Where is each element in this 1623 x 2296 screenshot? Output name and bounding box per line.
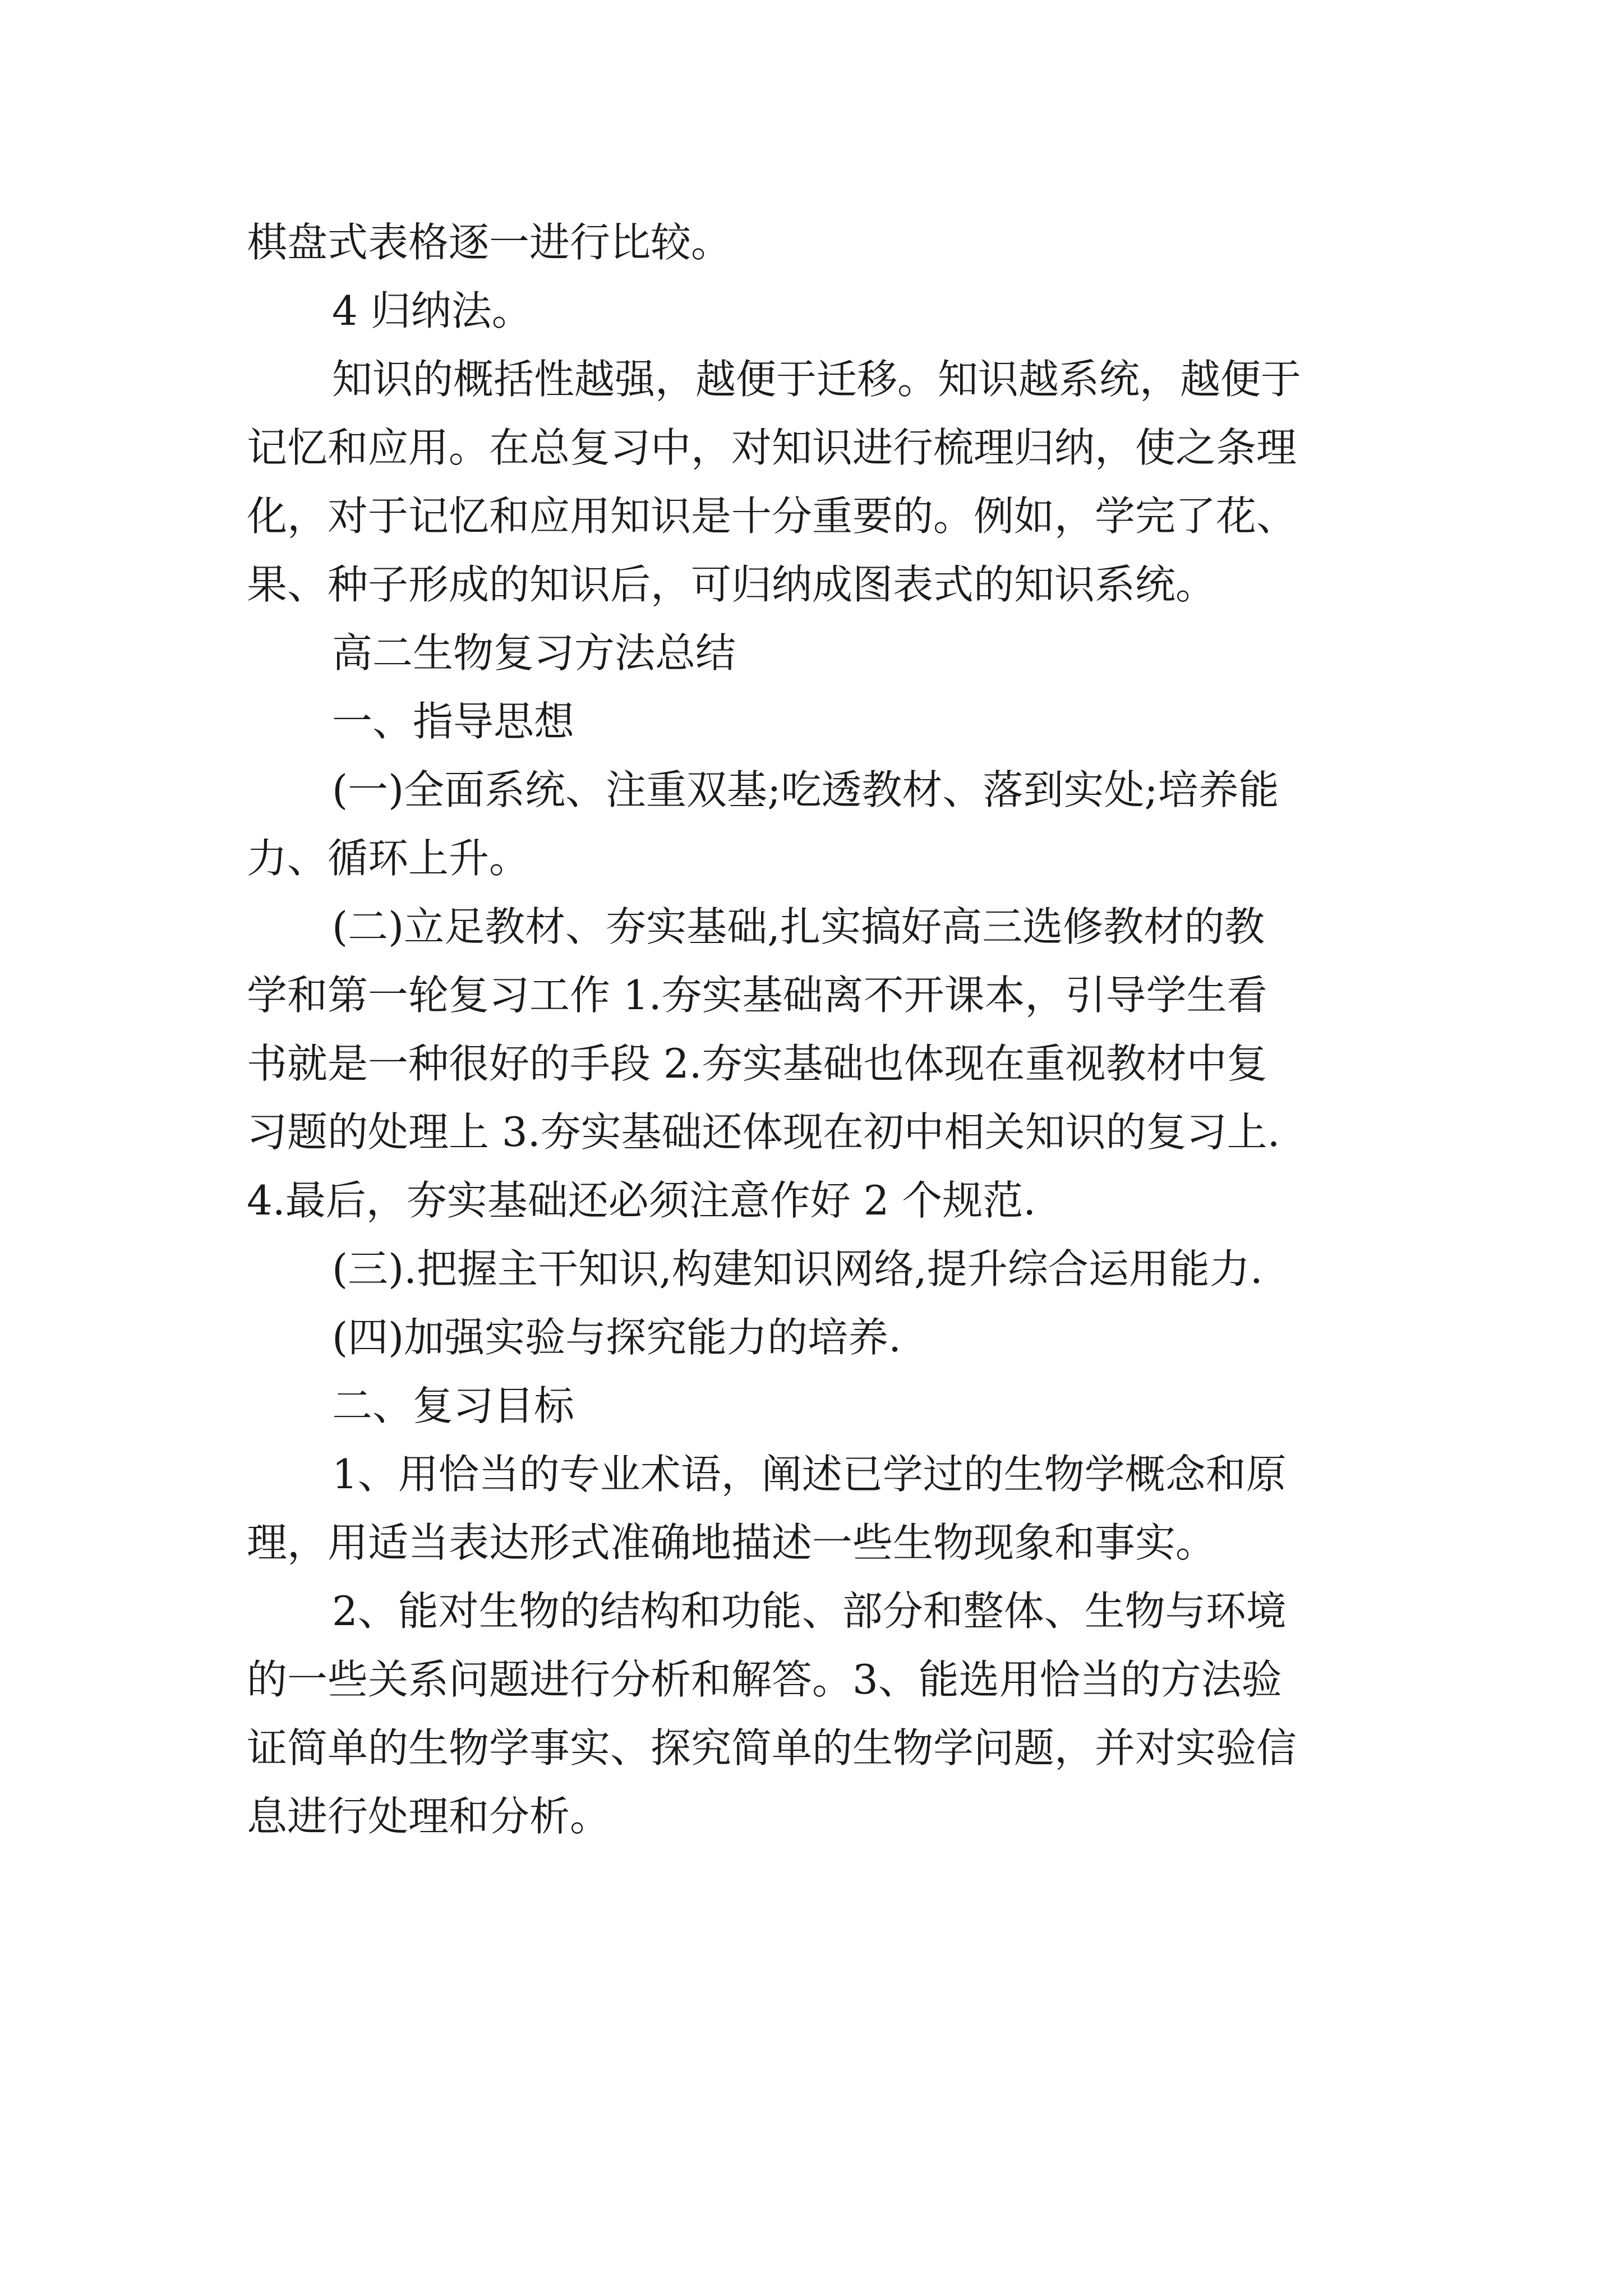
text-line: 果、种子形成的知识后，可归纳成图表式的知识系统。 bbox=[247, 561, 1216, 608]
section-heading: 4 归纳法。 bbox=[332, 287, 532, 334]
text-line: 化，对于记忆和应用知识是十分重要的。例如，学完了花、 bbox=[247, 493, 1297, 540]
document-title: 高二生物复习方法总结 bbox=[332, 629, 736, 677]
text-line: 棋盘式表格逐一进行比较。 bbox=[247, 219, 732, 266]
text-line: 书就是一种很好的手段 2.夯实基础也体现在重视教材中复 bbox=[247, 1040, 1267, 1087]
text-line: 1、用恰当的专业术语，阐述已学过的生物学概念和原 bbox=[332, 1451, 1287, 1498]
text-line: 学和第一轮复习工作 1.夯实基础离不开课本，引导学生看 bbox=[247, 972, 1267, 1019]
text-line: (一)全面系统、注重双基;吃透教材、落到实处;培养能 bbox=[332, 766, 1279, 813]
section-heading: 二、复习目标 bbox=[332, 1382, 575, 1429]
text-line: 记忆和应用。在总复习中，对知识进行梳理归纳，使之条理 bbox=[247, 424, 1297, 471]
section-heading: 一、指导思想 bbox=[332, 698, 575, 745]
text-line: 4.最后，夯实基础还必须注意作好 2 个规范. bbox=[247, 1177, 1036, 1224]
text-line: 的一些关系问题进行分析和解答。3、能选用恰当的方法验 bbox=[247, 1656, 1282, 1703]
text-line: 证简单的生物学事实、探究简单的生物学问题，并对实验信 bbox=[247, 1724, 1297, 1772]
text-line: 息进行处理和分析。 bbox=[247, 1793, 611, 1840]
text-line: 习题的处理上 3.夯实基础还体现在初中相关知识的复习上. bbox=[247, 1108, 1280, 1156]
text-line: 力、循环上升。 bbox=[247, 835, 530, 882]
text-line: (四)加强实验与探究能力的培养. bbox=[332, 1314, 902, 1361]
text-line: 理，用适当表达形式准确地描述一些生物现象和事实。 bbox=[247, 1519, 1216, 1566]
text-line: (二)立足教材、夯实基础,扎实搞好高三选修教材的教 bbox=[332, 903, 1265, 950]
text-line: (三).把握主干知识,构建知识网络,提升综合运用能力. bbox=[332, 1245, 1263, 1292]
text-line: 知识的概括性越强，越便于迁移。知识越系统，越便于 bbox=[332, 356, 1302, 403]
text-line: 2、能对生物的结构和功能、部分和整体、生物与环境 bbox=[332, 1588, 1287, 1635]
